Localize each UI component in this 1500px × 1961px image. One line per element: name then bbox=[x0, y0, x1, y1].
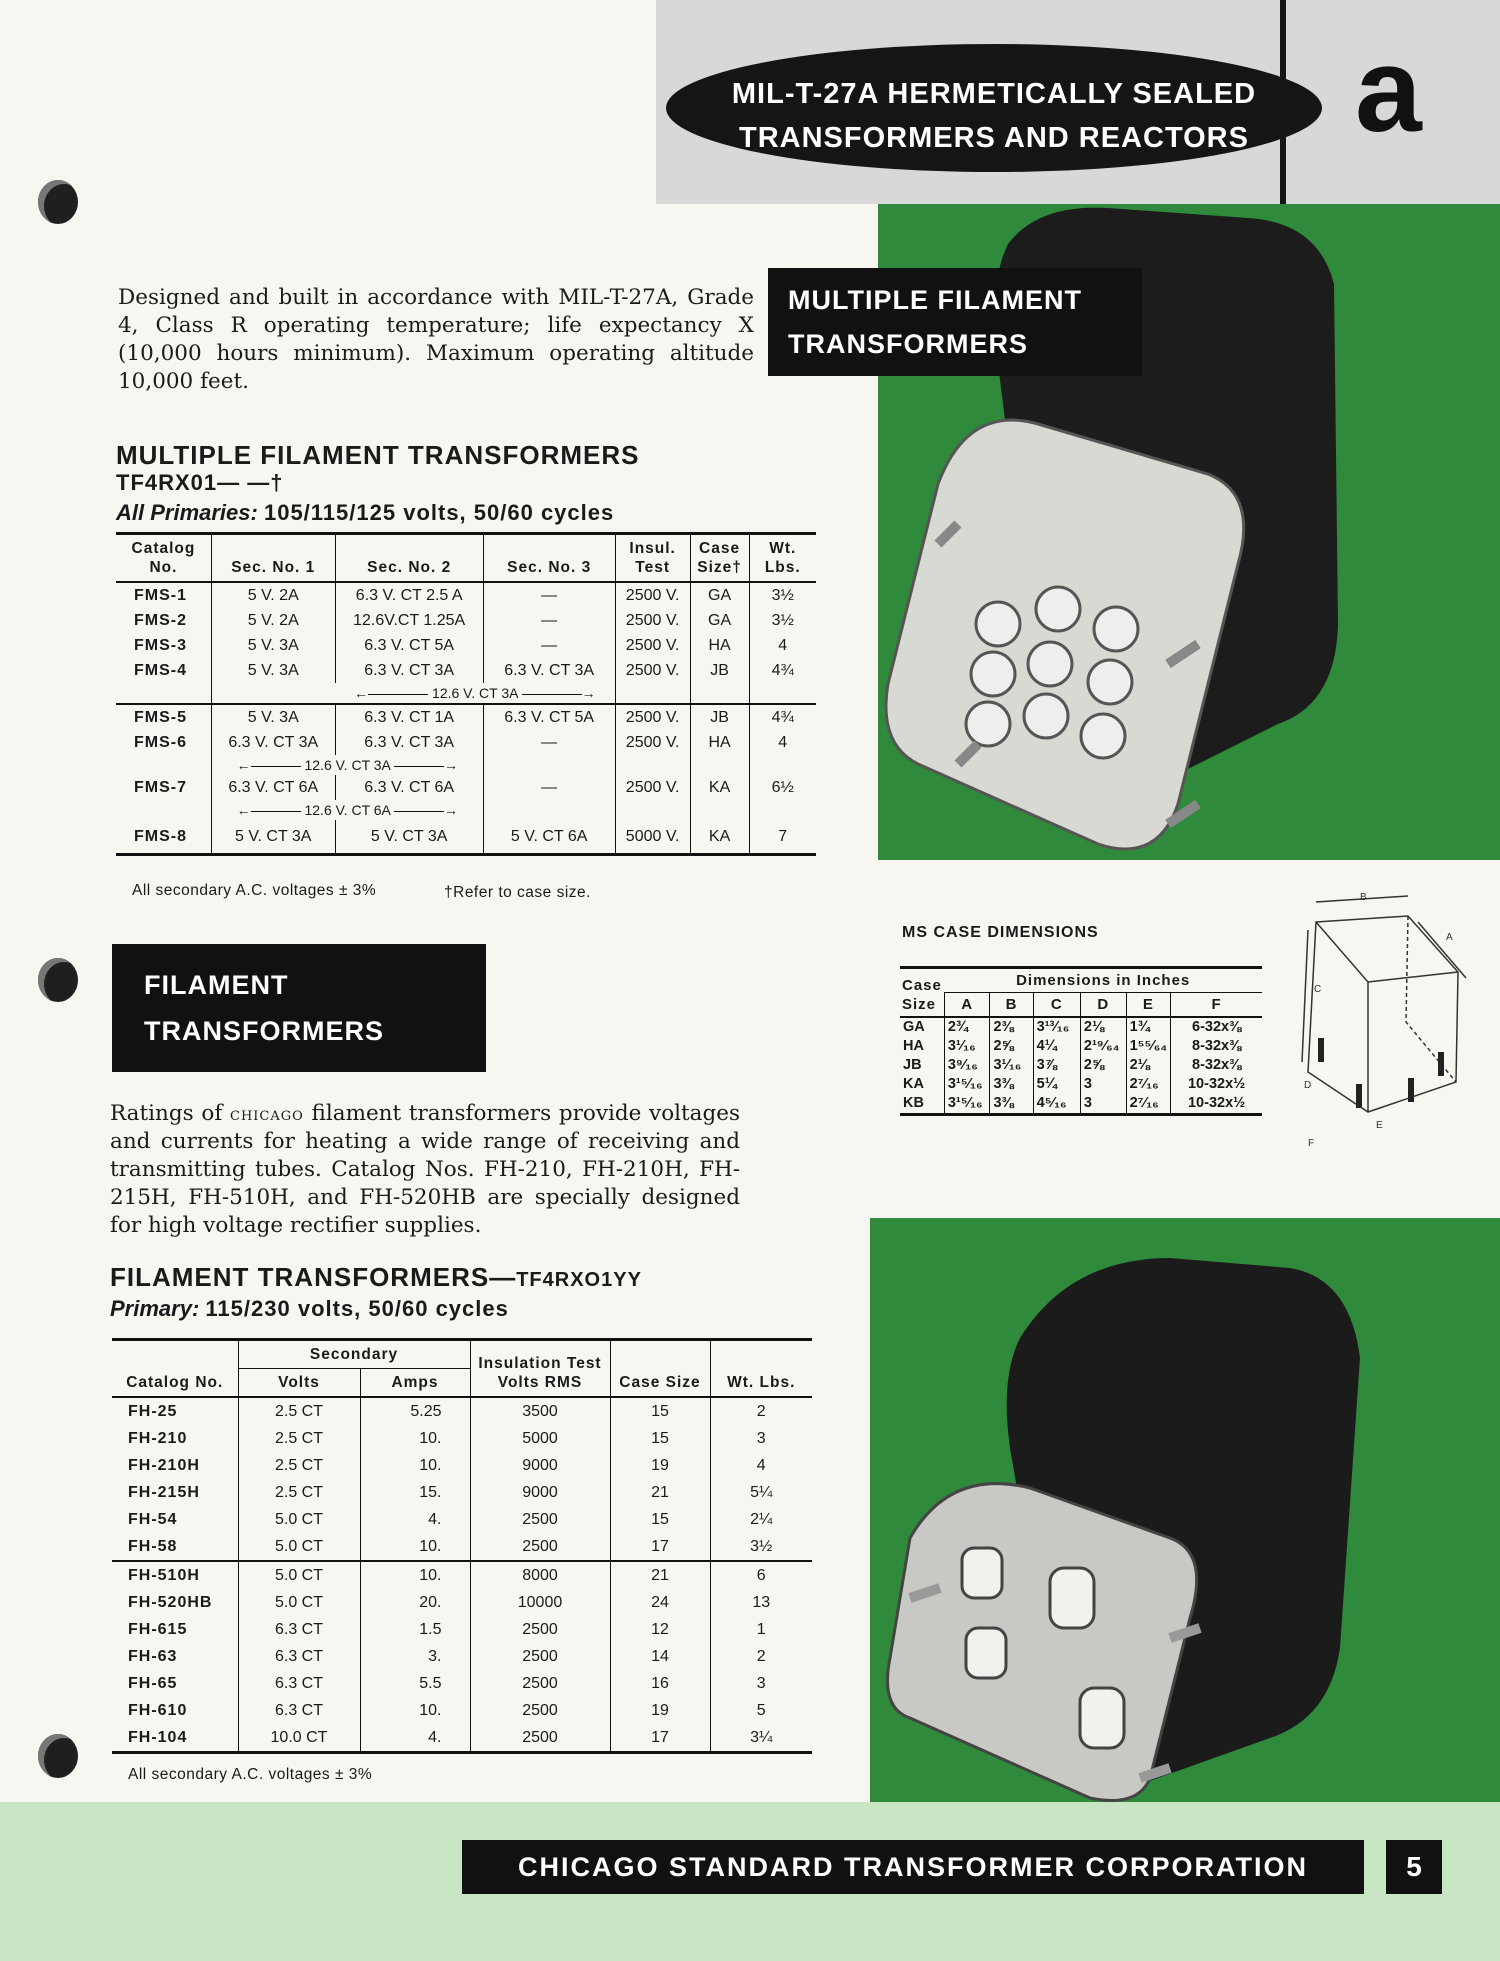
fms-cat: FMS-5 bbox=[116, 704, 211, 730]
table-row bbox=[900, 1037, 1262, 1056]
span-row bbox=[116, 755, 816, 775]
ms-b: 3¹⁄₁₆ bbox=[990, 1056, 1033, 1075]
fh-amps: 20. bbox=[360, 1589, 470, 1616]
fms-cat: FMS-3 bbox=[134, 637, 187, 654]
header-divider bbox=[1280, 0, 1286, 204]
fh-volts: 6.3 CT bbox=[238, 1697, 360, 1724]
fh-col-volts: Volts bbox=[238, 1369, 360, 1398]
fh-cat: FH-210 bbox=[128, 1430, 188, 1447]
fms-case: KA bbox=[690, 775, 749, 800]
fh-cat: FH-210H bbox=[128, 1457, 200, 1474]
ms-f: 8-32x⅜ bbox=[1171, 1056, 1262, 1075]
ms-case: KA bbox=[903, 1076, 924, 1092]
photo-tag-multiple-filament: MULTIPLE FILAMENT TRANSFORMERS bbox=[768, 268, 1142, 376]
fh-col-secondary: Secondary bbox=[238, 1340, 470, 1369]
ms-e: 1¾ bbox=[1126, 1017, 1171, 1037]
span-label: 12.6 V. CT 3A bbox=[432, 685, 518, 701]
fh-amps: 15. bbox=[360, 1479, 470, 1506]
fh-col-insul: Insulation Test Volts RMS bbox=[470, 1340, 610, 1398]
fil-title-text: FILAMENT TRANSFORMERS— bbox=[110, 1262, 517, 1292]
fh-volts: 5.0 CT bbox=[238, 1589, 360, 1616]
fms-case: GA bbox=[690, 582, 749, 608]
fh-amps: 4. bbox=[360, 1506, 470, 1533]
fms-col-sec3: Sec. No. 3 bbox=[483, 534, 615, 583]
fh-wt: 5¼ bbox=[710, 1479, 812, 1506]
fms-cat: FMS-7 bbox=[134, 779, 187, 796]
fms-wt: 4¾ bbox=[749, 658, 816, 683]
fms-sec1: 6.3 V. CT 6A bbox=[211, 775, 335, 800]
fh-case: 24 bbox=[610, 1589, 710, 1616]
fms-sec3: — bbox=[483, 730, 615, 755]
span-arrow-label bbox=[335, 683, 615, 704]
fms-sec3: — bbox=[483, 633, 615, 658]
ms-e: 2⁷⁄₁₆ bbox=[1126, 1075, 1171, 1094]
fms-header-row bbox=[116, 534, 816, 583]
fh-insul: 2500 bbox=[470, 1506, 610, 1533]
fms-sec1: 6.3 V. CT 3A bbox=[211, 730, 335, 755]
fms-sec3: — bbox=[483, 582, 615, 608]
fms-wt: 3½ bbox=[749, 582, 816, 608]
diagram-label-e: E bbox=[1376, 1120, 1383, 1131]
ms-col-b: B bbox=[990, 993, 1033, 1018]
fh-insul: 9000 bbox=[470, 1452, 610, 1479]
fms-sec2: 6.3 V. CT 6A bbox=[335, 775, 483, 800]
fms-insul: 2500 V. bbox=[615, 730, 690, 755]
fms-case: HA bbox=[690, 633, 749, 658]
table-row bbox=[116, 582, 816, 608]
fms-primaries-value: 105/115/125 volts, 50/60 cycles bbox=[263, 500, 615, 525]
fh-case: 12 bbox=[610, 1616, 710, 1643]
fh-insul: 2500 bbox=[470, 1670, 610, 1697]
fms-sec3: 6.3 V. CT 5A bbox=[483, 704, 615, 730]
fh-col-amps: Amps bbox=[360, 1369, 470, 1398]
fms-sec3: — bbox=[483, 775, 615, 800]
fms-wt: 4 bbox=[749, 633, 816, 658]
fh-cat: FH-58 bbox=[128, 1538, 178, 1555]
ms-title: MS CASE DIMENSIONS bbox=[902, 924, 1099, 941]
filament-transformers-tag: FILAMENT TRANSFORMERS bbox=[112, 944, 486, 1072]
fms-primaries-label: All Primaries: bbox=[116, 500, 258, 525]
span-row bbox=[116, 683, 816, 704]
fh-case: 16 bbox=[610, 1670, 710, 1697]
ms-col-c: C bbox=[1033, 993, 1080, 1018]
fh-amps: 10. bbox=[360, 1697, 470, 1724]
fh-cat: FH-615 bbox=[128, 1621, 188, 1638]
fms-wt: 3½ bbox=[749, 608, 816, 633]
filament-description bbox=[110, 1100, 740, 1240]
table-row bbox=[116, 704, 816, 730]
fms-sec2: 6.3 V. CT 5A bbox=[335, 633, 483, 658]
table-row bbox=[900, 1056, 1262, 1075]
header-title-line1: MIL-T-27A HERMETICALLY SEALED bbox=[731, 78, 1257, 110]
fms-insul: 2500 V. bbox=[615, 582, 690, 608]
section-letter: a bbox=[1355, 23, 1422, 157]
fh-amps: 5.25 bbox=[360, 1397, 470, 1425]
diagram-label-f: F bbox=[1308, 1138, 1315, 1149]
table-row bbox=[112, 1397, 812, 1425]
ms-a: 3¹⁄₁₆ bbox=[944, 1037, 990, 1056]
fms-cat: FMS-8 bbox=[134, 827, 187, 845]
ms-d: 3 bbox=[1080, 1094, 1126, 1115]
arrow-left-icon: ← bbox=[236, 757, 251, 773]
fms-col-sec1: Sec. No. 1 bbox=[211, 534, 335, 583]
arrow-left-icon: ← bbox=[354, 685, 369, 701]
ms-col-case: Case Size bbox=[900, 968, 944, 1018]
fh-amps: 10. bbox=[360, 1561, 470, 1589]
fh-volts: 2.5 CT bbox=[238, 1452, 360, 1479]
fh-cat: FH-104 bbox=[128, 1729, 188, 1746]
fh-wt: 5 bbox=[710, 1697, 812, 1724]
fms-cat: FMS-2 bbox=[134, 612, 187, 629]
fh-wt: 3½ bbox=[710, 1533, 812, 1561]
fh-insul: 2500 bbox=[470, 1533, 610, 1561]
fh-amps: 10. bbox=[360, 1425, 470, 1452]
arrow-left-icon: ← bbox=[236, 802, 251, 818]
fms-case: JB bbox=[690, 658, 749, 683]
fh-wt: 2¼ bbox=[710, 1506, 812, 1533]
transformer-photo-filament bbox=[870, 1218, 1500, 1802]
ms-e: 2⁷⁄₁₆ bbox=[1126, 1094, 1171, 1115]
fms-insul: 2500 V. bbox=[615, 633, 690, 658]
fms-sec2: 6.3 V. CT 3A bbox=[335, 658, 483, 683]
fms-cat: FMS-4 bbox=[134, 662, 187, 679]
fh-case: 15 bbox=[610, 1425, 710, 1452]
fh-case: 21 bbox=[610, 1561, 710, 1589]
fms-primaries bbox=[116, 500, 614, 526]
ms-d: 2⅛ bbox=[1080, 1017, 1126, 1037]
fms-col-catalog: Catalog No. bbox=[116, 534, 211, 583]
fh-cat: FH-215H bbox=[128, 1484, 200, 1501]
fms-col-wt: Wt. Lbs. bbox=[749, 534, 816, 583]
ms-col-a: A bbox=[944, 993, 990, 1018]
span-label: 12.6 V. CT 6A bbox=[304, 802, 391, 818]
fms-sec1: 5 V. 2A bbox=[211, 582, 335, 608]
arrow-right-icon: → bbox=[444, 802, 458, 818]
ms-a: 2¾ bbox=[944, 1017, 990, 1037]
fms-sec2: 6.3 V. CT 3A bbox=[335, 730, 483, 755]
fh-insul: 9000 bbox=[470, 1479, 610, 1506]
fh-wt: 6 bbox=[710, 1561, 812, 1589]
desc-text: Ratings of bbox=[110, 1101, 231, 1126]
fms-sec2: 6.3 V. CT 2.5 A bbox=[335, 582, 483, 608]
ms-a: 3¹⁵⁄₁₆ bbox=[944, 1094, 990, 1115]
binder-hole bbox=[38, 958, 78, 1002]
fh-cat: FH-54 bbox=[128, 1511, 178, 1528]
ms-a: 3⁹⁄₁₆ bbox=[944, 1056, 990, 1075]
table-row bbox=[116, 658, 816, 683]
table-row bbox=[900, 1017, 1262, 1037]
fh-wt: 4 bbox=[710, 1452, 812, 1479]
diagram-label-b: B bbox=[1360, 892, 1367, 903]
diagram-label-c: C bbox=[1314, 984, 1322, 995]
table-row bbox=[116, 820, 816, 854]
fh-amps: 10. bbox=[360, 1533, 470, 1561]
fh-cat: FH-63 bbox=[128, 1648, 178, 1665]
fms-note-voltage: All secondary A.C. voltages ± 3% bbox=[132, 882, 377, 899]
ms-col-f: F bbox=[1171, 993, 1262, 1018]
transformer-illustration-2 bbox=[870, 1218, 1500, 1802]
fh-cat: FH-520HB bbox=[128, 1594, 213, 1611]
fh-volts: 5.0 CT bbox=[238, 1506, 360, 1533]
table-row bbox=[112, 1697, 812, 1724]
fms-case: GA bbox=[690, 608, 749, 633]
fms-case: JB bbox=[690, 704, 749, 730]
fms-insul: 2500 V. bbox=[615, 608, 690, 633]
fms-insul: 2500 V. bbox=[615, 775, 690, 800]
fil-note-voltage: All secondary A.C. voltages ± 3% bbox=[128, 1766, 373, 1783]
fh-case: 21 bbox=[610, 1479, 710, 1506]
fms-sec1: 5 V. 3A bbox=[211, 704, 335, 730]
fms-sec2: 5 V. CT 3A bbox=[335, 820, 483, 854]
table-row bbox=[112, 1724, 812, 1753]
table-row bbox=[112, 1561, 812, 1589]
fms-col-case: Case Size† bbox=[690, 534, 749, 583]
table-row bbox=[112, 1533, 812, 1561]
ms-b: 2⅜ bbox=[990, 1017, 1033, 1037]
ms-f: 8-32x⅜ bbox=[1171, 1037, 1262, 1056]
fh-volts: 5.0 CT bbox=[238, 1561, 360, 1589]
fh-wt: 2 bbox=[710, 1397, 812, 1425]
fh-cat: FH-25 bbox=[128, 1403, 178, 1420]
table-row bbox=[900, 1094, 1262, 1115]
binder-hole bbox=[38, 180, 78, 224]
fil-code: TF4RXO1YY bbox=[516, 1269, 642, 1291]
fh-volts: 5.0 CT bbox=[238, 1533, 360, 1561]
fh-case: 17 bbox=[610, 1533, 710, 1561]
table-row bbox=[112, 1616, 812, 1643]
footer-company: CHICAGO STANDARD TRANSFORMER CORPORATION bbox=[462, 1840, 1364, 1894]
fh-cat: FH-610 bbox=[128, 1702, 188, 1719]
fms-wt: 4¾ bbox=[749, 704, 816, 730]
fms-cat: FMS-6 bbox=[134, 734, 187, 751]
ms-f: 10-32x½ bbox=[1171, 1075, 1262, 1094]
fh-volts: 2.5 CT bbox=[238, 1479, 360, 1506]
fh-insul: 3500 bbox=[470, 1397, 610, 1425]
fh-wt: 1 bbox=[710, 1616, 812, 1643]
ms-d: 3 bbox=[1080, 1075, 1126, 1094]
fms-code: TF4RX01— —† bbox=[116, 470, 284, 495]
fh-wt: 2 bbox=[710, 1643, 812, 1670]
diagram-label-a: A bbox=[1446, 932, 1453, 943]
ms-e: 1⁵⁵⁄₆₄ bbox=[1126, 1037, 1171, 1056]
fh-insul: 10000 bbox=[470, 1589, 610, 1616]
fh-insul: 2500 bbox=[470, 1724, 610, 1753]
fms-col-insul: Insul. Test bbox=[615, 534, 690, 583]
fh-wt: 3 bbox=[710, 1670, 812, 1697]
fms-cat: FMS-1 bbox=[134, 587, 187, 604]
fh-cat: FH-65 bbox=[128, 1675, 178, 1692]
fms-insul: 5000 V. bbox=[615, 820, 690, 854]
ms-f: 6-32x⅜ bbox=[1171, 1017, 1262, 1037]
fms-table bbox=[116, 532, 816, 856]
table-row bbox=[112, 1670, 812, 1697]
ms-c: 3¹³⁄₁₆ bbox=[1033, 1017, 1080, 1037]
ms-case: GA bbox=[903, 1019, 925, 1035]
fms-sec3: — bbox=[483, 608, 615, 633]
page-number: 5 bbox=[1386, 1840, 1442, 1894]
fms-case: KA bbox=[690, 820, 749, 854]
fh-amps: 10. bbox=[360, 1452, 470, 1479]
fh-case: 17 bbox=[610, 1724, 710, 1753]
ms-c: 4¼ bbox=[1033, 1037, 1080, 1056]
table-row bbox=[900, 1075, 1262, 1094]
table-row bbox=[112, 1506, 812, 1533]
ms-a: 3¹⁵⁄₁₆ bbox=[944, 1075, 990, 1094]
ms-e: 2⅛ bbox=[1126, 1056, 1171, 1075]
table-row bbox=[112, 1425, 812, 1452]
fh-wt: 3 bbox=[710, 1425, 812, 1452]
fh-volts: 2.5 CT bbox=[238, 1397, 360, 1425]
fh-volts: 10.0 CT bbox=[238, 1724, 360, 1753]
diagram-label-d: D bbox=[1304, 1080, 1312, 1091]
fms-case: HA bbox=[690, 730, 749, 755]
ms-b: 3⅜ bbox=[990, 1094, 1033, 1115]
ms-case: HA bbox=[903, 1038, 924, 1054]
fh-insul: 2500 bbox=[470, 1643, 610, 1670]
fh-insul: 8000 bbox=[470, 1561, 610, 1589]
table-row bbox=[116, 633, 816, 658]
table-row bbox=[112, 1589, 812, 1616]
fms-wt: 6½ bbox=[749, 775, 816, 800]
filament-table bbox=[112, 1338, 812, 1754]
ms-col-d: D bbox=[1080, 993, 1126, 1018]
table-row bbox=[112, 1452, 812, 1479]
fh-case: 19 bbox=[610, 1452, 710, 1479]
fh-insul: 5000 bbox=[470, 1425, 610, 1452]
fms-title: MULTIPLE FILAMENT TRANSFORMERS bbox=[116, 440, 640, 470]
fms-sec1: 5 V. 2A bbox=[211, 608, 335, 633]
table-row bbox=[116, 730, 816, 755]
ms-c: 4⁵⁄₁₆ bbox=[1033, 1094, 1080, 1115]
ms-b: 2⅝ bbox=[990, 1037, 1033, 1056]
fh-volts: 2.5 CT bbox=[238, 1425, 360, 1452]
fh-wt: 3¼ bbox=[710, 1724, 812, 1753]
fh-col-catalog: Catalog No. bbox=[112, 1340, 238, 1398]
fms-sec1: 5 V. 3A bbox=[211, 658, 335, 683]
table-row bbox=[112, 1643, 812, 1670]
fh-col-wt: Wt. Lbs. bbox=[710, 1340, 812, 1398]
fh-amps: 5.5 bbox=[360, 1670, 470, 1697]
fms-sec3: 5 V. CT 6A bbox=[483, 820, 615, 854]
intro-paragraph: Designed and built in accordance with MIL-T-27A, Grade 4, Class R operating temperature; life expectancy X (10,000 hours minimum). Maximum operating altitude 10,000 feet. bbox=[118, 285, 754, 394]
fms-sec2: 12.6V.CT 1.25A bbox=[335, 608, 483, 633]
fms-sec3: 6.3 V. CT 3A bbox=[483, 658, 615, 683]
arrow-right-icon: → bbox=[444, 757, 458, 773]
ms-b: 3⅜ bbox=[990, 1075, 1033, 1094]
brand-name: chicago bbox=[230, 1103, 304, 1125]
fh-col-case: Case Size bbox=[610, 1340, 710, 1398]
fh-insul: 2500 bbox=[470, 1697, 610, 1724]
fh-cat: FH-510H bbox=[112, 1561, 238, 1589]
fil-primary-value: 115/230 volts, 50/60 cycles bbox=[205, 1296, 509, 1321]
fms-col-sec2: Sec. No. 2 bbox=[335, 534, 483, 583]
case-outline-diagram bbox=[1288, 892, 1484, 1152]
header-title-line2: TRANSFORMERS AND REACTORS bbox=[739, 122, 1249, 154]
desc-text: filament transformers provide voltages and currents for heating a wide range of receiving and transmitting tubes. Catalog Nos. FH-210, FH-210H, FH-215H, FH-510H, and FH-520HB are specially designed for high voltage rectifier supplies. bbox=[110, 1101, 740, 1238]
arrow-right-icon: → bbox=[581, 685, 596, 701]
fms-insul: 2500 V. bbox=[615, 658, 690, 683]
fh-case: 15 bbox=[610, 1506, 710, 1533]
fms-wt: 7 bbox=[749, 820, 816, 854]
ms-case: KB bbox=[903, 1095, 924, 1111]
table-row bbox=[112, 1479, 812, 1506]
fh-insul: 2500 bbox=[470, 1616, 610, 1643]
ms-c: 5¼ bbox=[1033, 1075, 1080, 1094]
fil-primary-label: Primary: bbox=[110, 1296, 200, 1321]
fh-case: 19 bbox=[610, 1697, 710, 1724]
span-row bbox=[116, 800, 816, 820]
span-label: 12.6 V. CT 3A bbox=[304, 757, 391, 773]
fh-volts: 6.3 CT bbox=[238, 1643, 360, 1670]
fh-volts: 6.3 CT bbox=[238, 1670, 360, 1697]
fms-insul: 2500 V. bbox=[615, 704, 690, 730]
fh-volts: 6.3 CT bbox=[238, 1616, 360, 1643]
ms-col-e: E bbox=[1126, 993, 1171, 1018]
fh-amps: 4. bbox=[360, 1724, 470, 1753]
table-row bbox=[116, 608, 816, 633]
ms-dimensions-table bbox=[900, 966, 1262, 1116]
span-arrow-label bbox=[211, 755, 483, 775]
fms-wt: 4 bbox=[749, 730, 816, 755]
binder-hole bbox=[38, 1734, 78, 1778]
fms-note-case: †Refer to case size. bbox=[444, 884, 591, 901]
fms-sec2: 6.3 V. CT 1A bbox=[335, 704, 483, 730]
fh-case: 14 bbox=[610, 1643, 710, 1670]
ms-col-dims: Dimensions in Inches bbox=[944, 968, 1262, 993]
table-row bbox=[116, 775, 816, 800]
fh-amps: 1.5 bbox=[360, 1616, 470, 1643]
fh-amps: 3. bbox=[360, 1643, 470, 1670]
fms-sec1: 5 V. CT 3A bbox=[211, 820, 335, 854]
span-arrow-label bbox=[211, 800, 483, 820]
ms-d: 2¹⁹⁄₆₄ bbox=[1080, 1037, 1126, 1056]
ms-d: 2⅝ bbox=[1080, 1056, 1126, 1075]
ms-f: 10-32x½ bbox=[1171, 1094, 1262, 1115]
ms-c: 3⅞ bbox=[1033, 1056, 1080, 1075]
fil-title bbox=[110, 1262, 642, 1293]
ms-case: JB bbox=[903, 1057, 922, 1073]
fh-case: 15 bbox=[610, 1397, 710, 1425]
fms-sec1: 5 V. 3A bbox=[211, 633, 335, 658]
fh-wt: 13 bbox=[710, 1589, 812, 1616]
fil-primary bbox=[110, 1296, 509, 1322]
